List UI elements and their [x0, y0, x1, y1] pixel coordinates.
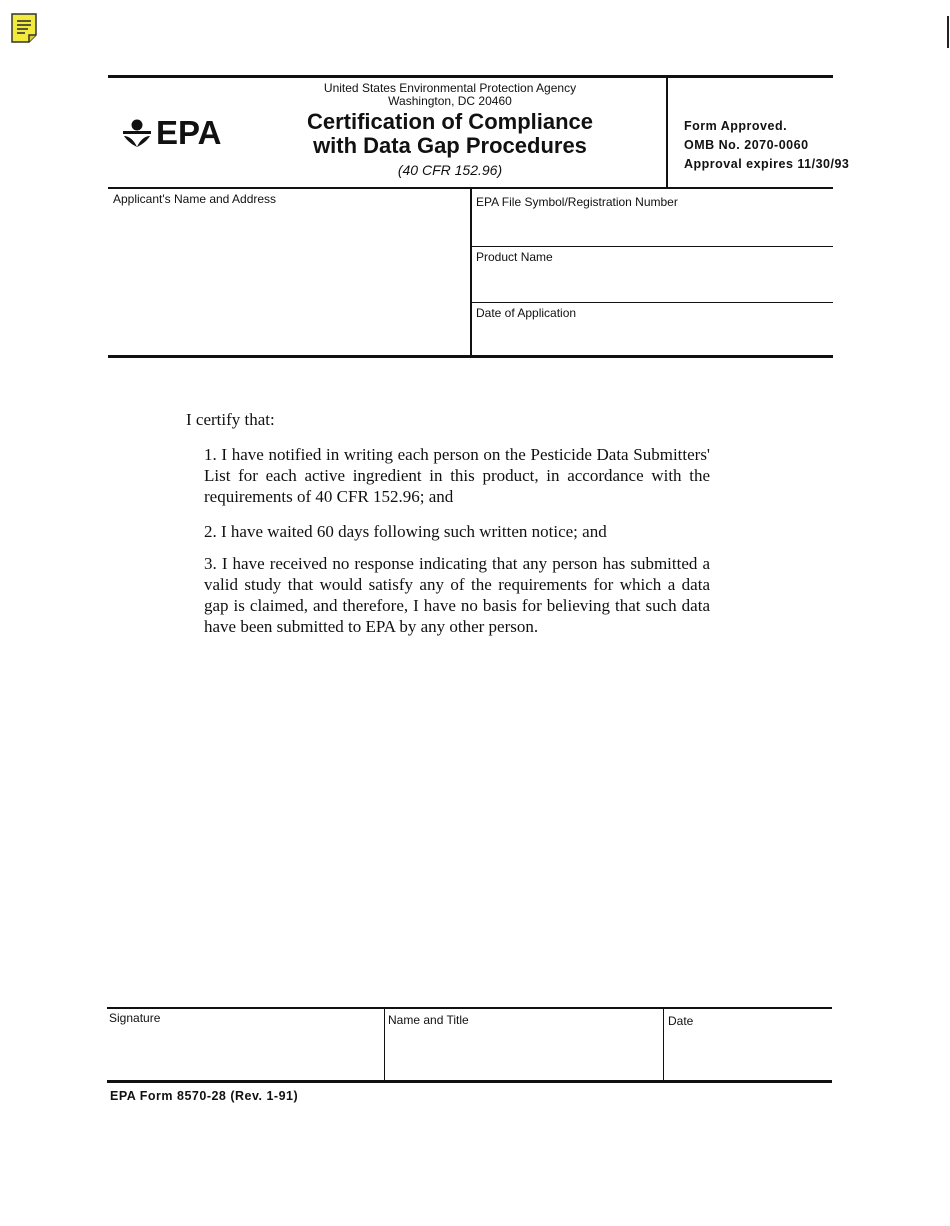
name-and-title-label: Name and Title	[388, 1013, 469, 1027]
file-symbol-rule	[471, 246, 833, 247]
certification-item-1: 1. I have notified in writing each person on the Pesticide Data Submitters' List for each active ingredient in this product, in accordance with the requirements of 40 CFR 152.96; and	[204, 445, 710, 506]
epa-logo	[122, 113, 221, 153]
certification-intro: I certify that:	[186, 410, 275, 429]
form-number: EPA Form 8570-28 (Rev. 1-91)	[110, 1089, 299, 1103]
file-symbol-label: EPA File Symbol/Registration Number	[476, 195, 678, 209]
signature-divider-1	[384, 1008, 385, 1082]
form-title-line1: Certification of Compliance	[306, 109, 594, 134]
name-and-title-input[interactable]	[387, 1030, 659, 1076]
approval-line-3: Approval expires 11/30/93	[684, 157, 850, 171]
epa-logo-text: EPA	[156, 114, 222, 151]
applicant-label: Applicant's Name and Address	[113, 192, 277, 206]
approval-line-2: OMB No. 2070-0060	[684, 138, 809, 152]
note-annotation-icon[interactable]	[11, 13, 37, 43]
applicant-input[interactable]	[110, 210, 465, 350]
header-divider-rule	[666, 77, 668, 188]
date-of-application-input[interactable]	[474, 323, 829, 353]
date-label: Date	[668, 1014, 694, 1028]
certification-item-2: 2. I have waited 60 days following such written notice; and	[204, 522, 607, 541]
certification-item-3: 3. I have received no response indicating that any person has submitted a valid study that would satisfy any of the requirements for which a data gap is claimed, and therefore, I have no basis for believing that such data have been submitted to EPA by any other person.	[204, 554, 710, 636]
signature-input[interactable]	[108, 1028, 380, 1076]
signature-label: Signature	[109, 1011, 161, 1025]
form-title	[270, 110, 630, 158]
agency-name: United States Environmental Protection Agency	[323, 81, 577, 95]
approval-line-1: Form Approved.	[684, 119, 788, 133]
product-name-label: Product Name	[476, 250, 553, 264]
cfr-reference: (40 CFR 152.96)	[397, 162, 503, 178]
epa-flower-icon	[122, 118, 152, 148]
form-title-line2: with Data Gap Procedures	[313, 133, 587, 158]
applicant-section-bottom-rule	[108, 355, 833, 358]
agency-block	[290, 82, 610, 108]
product-name-rule	[471, 302, 833, 303]
applicant-divider-rule	[470, 189, 472, 357]
file-symbol-input[interactable]	[474, 212, 829, 244]
approval-block	[684, 117, 849, 174]
signature-divider-2	[663, 1008, 664, 1082]
date-input[interactable]	[666, 1031, 828, 1076]
signature-bottom-rule	[107, 1080, 832, 1083]
date-of-application-label: Date of Application	[476, 306, 577, 320]
product-name-input[interactable]	[474, 267, 829, 300]
header-top-rule	[108, 75, 833, 78]
agency-address: Washington, DC 20460	[388, 94, 512, 108]
page-edge-marker	[947, 16, 949, 48]
signature-top-rule	[107, 1007, 832, 1009]
